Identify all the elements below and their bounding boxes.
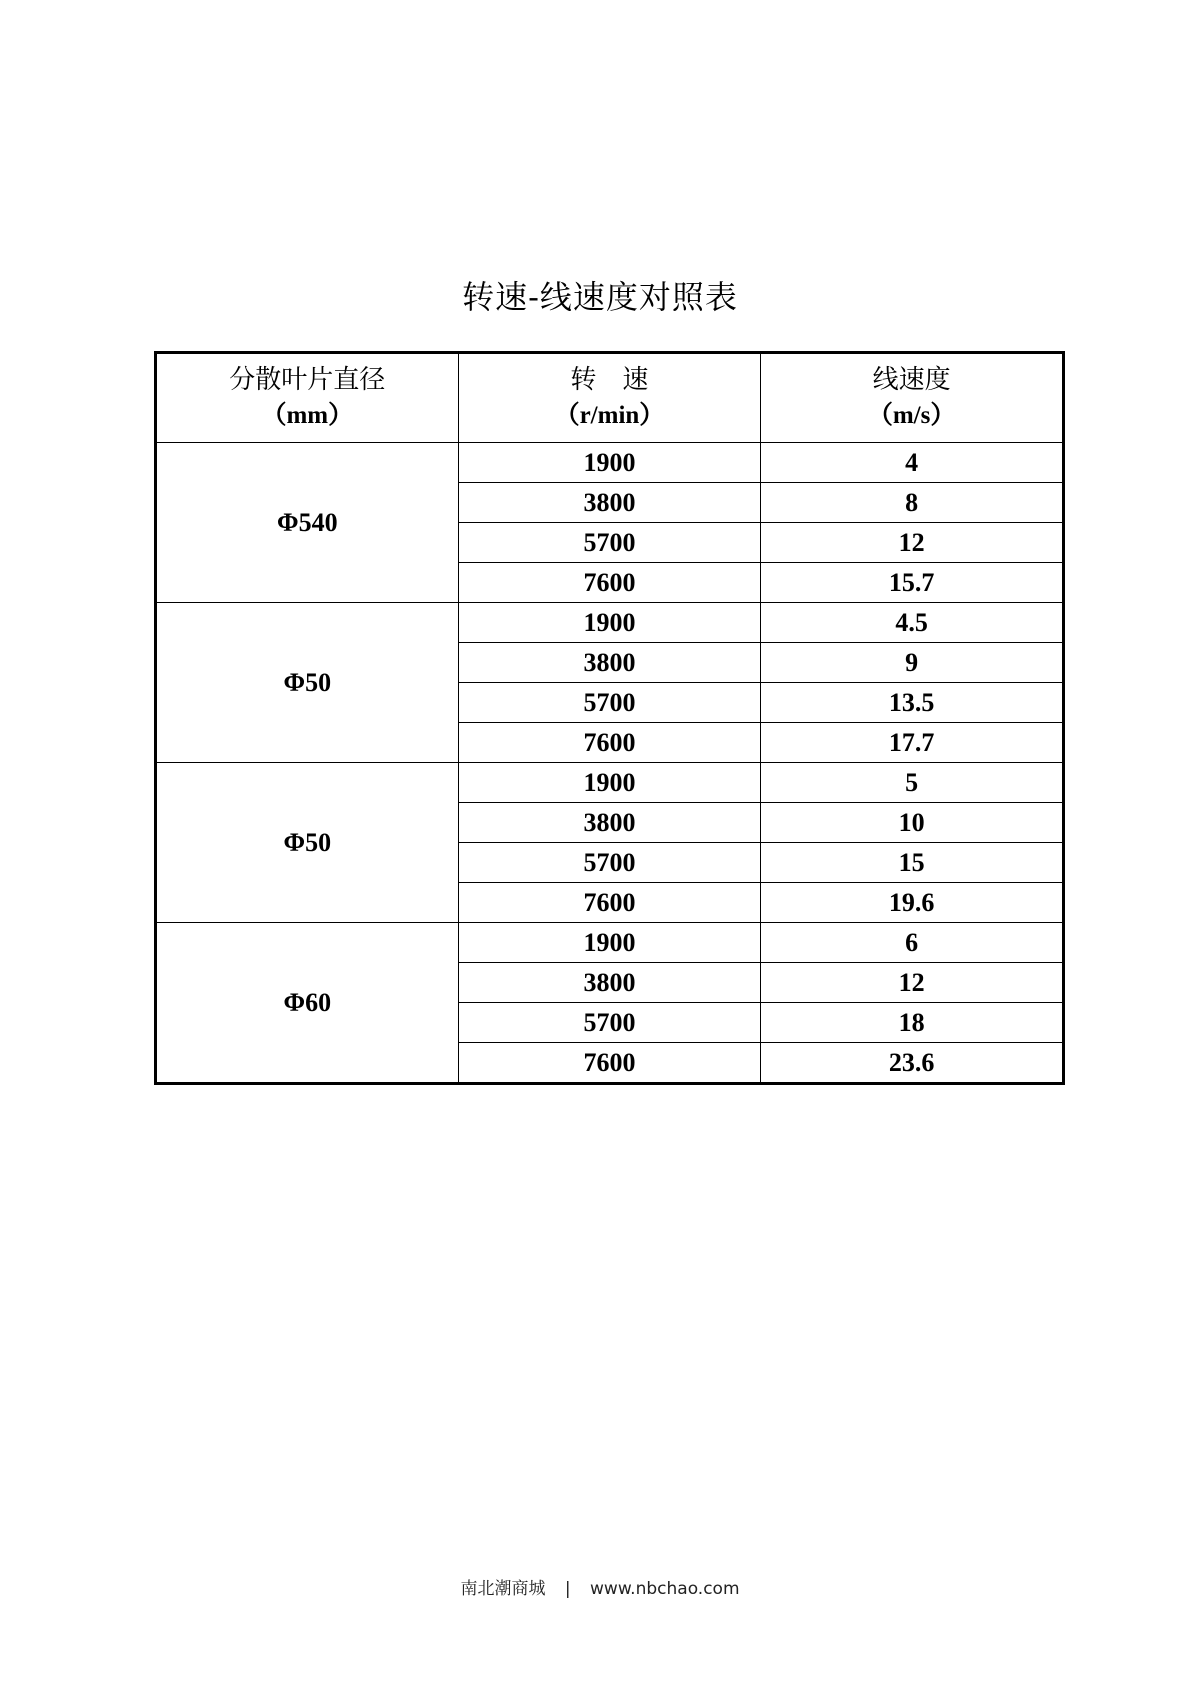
- speed-cell: 15: [761, 843, 1064, 883]
- speed-cell: 6: [761, 923, 1064, 963]
- speed-cell: 9: [761, 643, 1064, 683]
- header-linear-speed-label: 线速度: [872, 365, 951, 395]
- rpm-cell: 3800: [458, 963, 761, 1003]
- rpm-cell: 1900: [458, 603, 761, 643]
- diameter-cell: Φ50: [156, 603, 459, 763]
- header-diameter-label: 分散叶片直径: [229, 365, 386, 395]
- table-row: [156, 443, 1064, 483]
- header-rpm-unit: （r/min）: [554, 402, 665, 429]
- rpm-cell: 3800: [458, 483, 761, 523]
- rpm-cell: 5700: [458, 683, 761, 723]
- rpm-cell: 1900: [458, 923, 761, 963]
- header-diameter: [156, 353, 459, 443]
- table-row: [156, 603, 1064, 643]
- rpm-cell: 7600: [458, 883, 761, 923]
- table-row: [156, 923, 1064, 963]
- header-diameter-unit: （mm）: [261, 402, 354, 429]
- header-rpm: [458, 353, 761, 443]
- speed-cell: 13.5: [761, 683, 1064, 723]
- page-footer: [0, 1574, 1200, 1599]
- footer-site-name: 南北潮商城: [460, 1579, 546, 1599]
- speed-cell: 15.7: [761, 563, 1064, 603]
- speed-cell: 19.6: [761, 883, 1064, 923]
- speed-cell: 5: [761, 763, 1064, 803]
- rpm-cell: 1900: [458, 763, 761, 803]
- rpm-cell: 5700: [458, 523, 761, 563]
- footer-separator: |: [564, 1579, 571, 1599]
- rpm-cell: 3800: [458, 803, 761, 843]
- header-rpm-label: 转 速: [570, 365, 649, 395]
- speed-cell: 23.6: [761, 1043, 1064, 1084]
- speed-cell: 8: [761, 483, 1064, 523]
- footer-url-link[interactable]: www.nbchao.com: [590, 1579, 740, 1599]
- speed-cell: 4.5: [761, 603, 1064, 643]
- rpm-cell: 5700: [458, 1003, 761, 1043]
- speed-cell: 10: [761, 803, 1064, 843]
- rpm-cell: 7600: [458, 1043, 761, 1084]
- diameter-cell: Φ50: [156, 763, 459, 923]
- speed-cell: 18: [761, 1003, 1064, 1043]
- rpm-cell: 7600: [458, 563, 761, 603]
- speed-conversion-table: [154, 351, 1065, 1085]
- table-row: [156, 763, 1064, 803]
- rpm-cell: 7600: [458, 723, 761, 763]
- speed-cell: 12: [761, 963, 1064, 1003]
- rpm-cell: 1900: [458, 443, 761, 483]
- diameter-cell: Φ60: [156, 923, 459, 1084]
- header-linear-speed-unit: （m/s）: [867, 402, 956, 429]
- speed-cell: 12: [761, 523, 1064, 563]
- header-linear-speed: [761, 353, 1064, 443]
- diameter-cell: Φ540: [156, 443, 459, 603]
- rpm-cell: 3800: [458, 643, 761, 683]
- speed-cell: 17.7: [761, 723, 1064, 763]
- speed-cell: 4: [761, 443, 1064, 483]
- page-title: 转速-线速度对照表: [462, 278, 738, 316]
- table-header-row: [156, 353, 1064, 443]
- rpm-cell: 5700: [458, 843, 761, 883]
